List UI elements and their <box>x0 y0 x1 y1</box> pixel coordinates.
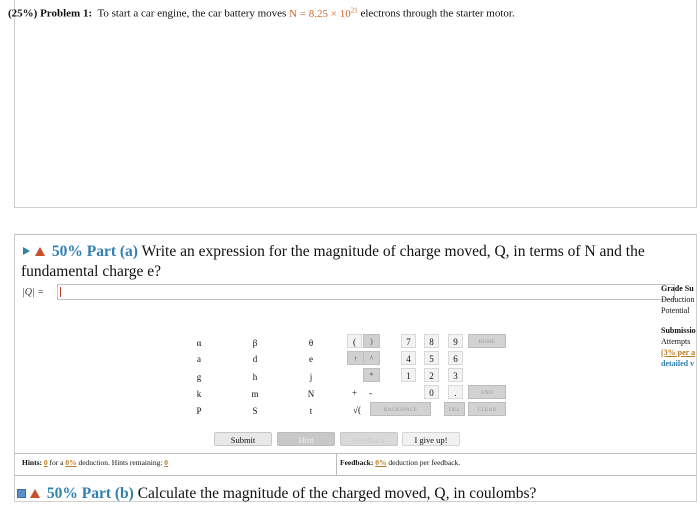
potential-label: Potential <box>661 306 690 315</box>
key-7[interactable]: 7 <box>401 334 416 348</box>
key-j[interactable]: j <box>309 372 313 382</box>
hints-feedback-bar <box>15 453 696 476</box>
warning-icon <box>30 489 40 498</box>
key-beta[interactable]: β <box>252 338 258 348</box>
submissions-heading: Submissio <box>661 326 696 335</box>
deduction-label: Deduction <box>661 295 695 304</box>
key-clear[interactable]: CLEAR <box>468 402 506 416</box>
key-minus[interactable]: - <box>363 385 378 399</box>
key-2[interactable]: 2 <box>424 368 439 382</box>
problem-box <box>14 0 697 208</box>
part-b-heading <box>15 484 536 504</box>
answer-input[interactable] <box>57 284 675 300</box>
key-paren-open[interactable]: ( <box>347 334 362 348</box>
key-dot[interactable]: . <box>448 385 463 399</box>
problem-text-after: electrons through the starter motor. <box>357 7 515 20</box>
problem-label: (25%) Problem 1: <box>8 7 93 20</box>
key-a[interactable]: a <box>197 354 201 364</box>
key-k[interactable]: k <box>196 389 202 399</box>
key-sqrt[interactable]: √( <box>347 402 367 416</box>
key-end[interactable]: END <box>468 385 506 399</box>
part-a-heading <box>21 242 691 282</box>
per-attempt-label: (3% per a <box>661 348 696 357</box>
grade-summary-heading: Grade Su <box>661 284 694 293</box>
warning-icon <box>35 247 45 256</box>
key-h[interactable]: h <box>252 372 258 382</box>
bar-divider <box>336 454 337 475</box>
key-1[interactable]: 1 <box>401 368 416 382</box>
key-m[interactable]: m <box>251 389 259 399</box>
key-del[interactable]: DEL <box>444 402 465 416</box>
problem-text-before: To start a car engine, the car battery moves <box>97 7 290 20</box>
key-t[interactable]: t <box>309 406 313 416</box>
hints-info: Hints: 0 for a 0% deduction. Hints remaining: 0 <box>22 458 169 467</box>
n-value: $N = 8.25 \times 10^{21}$ <box>289 6 358 20</box>
hint-button[interactable]: Hint <box>277 432 335 446</box>
key-N[interactable]: N <box>307 389 315 399</box>
key-backspace[interactable]: BACKSPACE <box>370 402 431 416</box>
key-theta[interactable]: θ <box>308 338 314 348</box>
key-plus[interactable]: + <box>347 385 362 399</box>
answer-label: |Q| = <box>22 287 44 298</box>
key-alpha[interactable]: α <box>196 338 202 348</box>
key-caret[interactable]: ^ <box>363 351 380 365</box>
key-8[interactable]: 8 <box>424 334 439 348</box>
problem-statement <box>8 6 515 20</box>
key-6[interactable]: 6 <box>448 351 463 365</box>
part-b-percent: 50% Part (b) <box>46 485 134 502</box>
feedback-info: Feedback: 0% deduction per feedback. <box>340 458 461 467</box>
key-S[interactable]: S <box>252 406 258 416</box>
text-caret <box>60 287 61 297</box>
key-3[interactable]: 3 <box>448 368 463 382</box>
key-g[interactable]: g <box>196 372 202 382</box>
submit-button[interactable]: Submit <box>214 432 272 446</box>
key-up[interactable]: ↑ <box>347 351 364 365</box>
key-e[interactable]: e <box>309 354 313 364</box>
part-a-question: Write an expression for the magnitude of charge moved, Q, in terms of N and the fundamental charge e? <box>21 243 645 280</box>
detailed-view-link[interactable]: detailed v <box>661 359 695 368</box>
key-paren-close[interactable]: ) <box>363 334 380 348</box>
key-d[interactable]: d <box>252 354 258 364</box>
key-5[interactable]: 5 <box>424 351 439 365</box>
part-b-question: Calculate the magnitude of the charged moved, Q, in coulombs? <box>137 485 537 502</box>
side-panel <box>661 283 700 369</box>
key-multiply[interactable]: * <box>363 368 380 382</box>
feedback-button[interactable]: Feedback <box>340 432 398 446</box>
key-P[interactable]: P <box>196 406 202 416</box>
key-0[interactable]: 0 <box>424 385 439 399</box>
give-up-button[interactable]: I give up! <box>402 432 460 446</box>
key-home[interactable]: HOME <box>468 334 506 348</box>
submitted-icon <box>17 489 26 498</box>
attempts-label: Attempts <box>661 337 691 346</box>
key-9[interactable]: 9 <box>448 334 463 348</box>
part-a-percent: 50% Part (a) <box>51 243 138 260</box>
key-4[interactable]: 4 <box>401 351 416 365</box>
expand-arrow-icon[interactable] <box>23 247 30 255</box>
